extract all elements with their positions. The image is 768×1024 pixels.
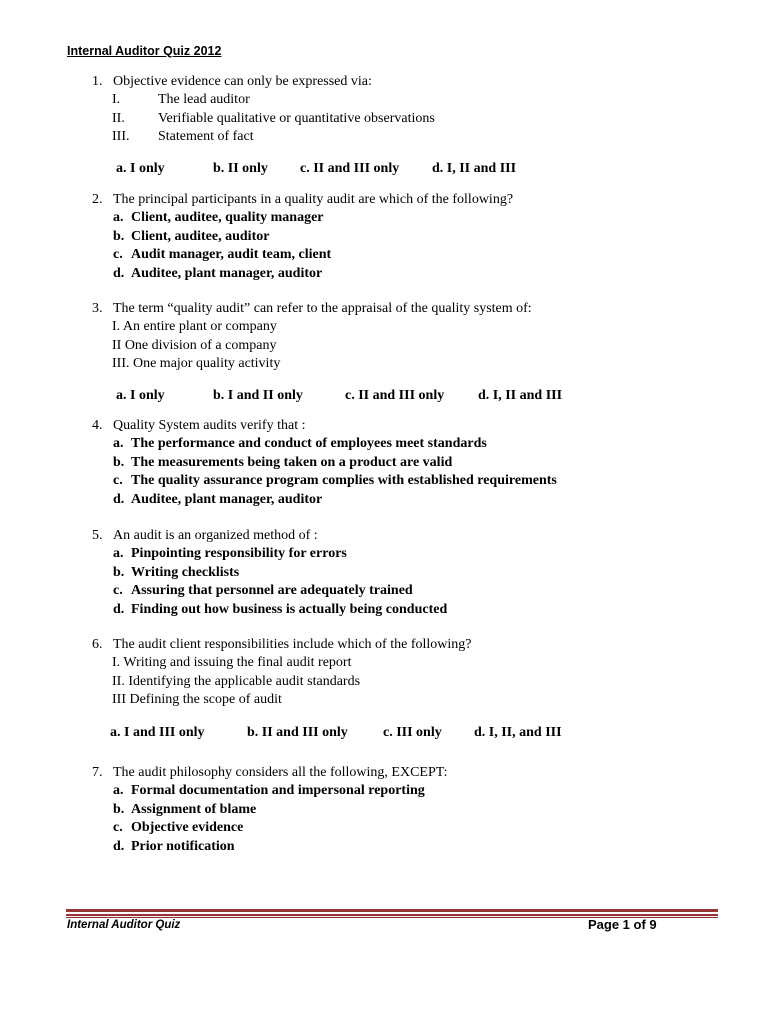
question-6	[92, 636, 732, 744]
answer-choices	[92, 724, 732, 744]
option-a: a. Pinpointing responsibility for errors	[113, 546, 347, 562]
question-3	[92, 300, 732, 407]
page-title: Internal Auditor Quiz 2012	[67, 44, 222, 58]
question-text: Objective evidence can only be expressed via:	[113, 74, 372, 89]
option-c: c. Assuring that personnel are adequately trained	[113, 583, 413, 599]
footer-rule	[66, 914, 718, 916]
question-2	[92, 191, 732, 283]
question-number: 7.	[92, 765, 103, 780]
question-text: The term “quality audit” can refer to the appraisal of the quality system of:	[113, 301, 532, 316]
option-c: c. Audit manager, audit team, client	[113, 247, 332, 263]
option-a: a. Client, auditee, quality manager	[113, 210, 324, 226]
question-1	[92, 73, 732, 180]
roman-item: III. One major quality activity	[112, 356, 281, 372]
answer-choice-b: b. I and II only	[213, 387, 303, 403]
roman-item: I. An entire plant or company	[112, 319, 277, 335]
option-list	[92, 545, 732, 619]
answer-choice-a: a. I only	[116, 160, 165, 176]
question-text: The audit philosophy considers all the following, EXCEPT:	[113, 765, 448, 780]
question-4	[92, 417, 732, 509]
question-5	[92, 527, 732, 619]
option-list	[92, 782, 732, 856]
question-number: 2.	[92, 192, 103, 207]
question-text: The audit client responsibilities include which of the following?	[113, 637, 472, 652]
answer-choices	[92, 387, 732, 407]
option-c: c. The quality assurance program complies with established requirements	[113, 473, 557, 489]
page-number: Page 1 of 9	[588, 917, 657, 932]
option-d: d. Finding out how business is actually being conducted	[113, 601, 448, 617]
roman-item: II. Verifiable qualitative or quantitative observations	[112, 110, 435, 126]
option-b: b. Assignment of blame	[113, 801, 257, 817]
question-number: 3.	[92, 301, 103, 316]
question-number: 6.	[92, 637, 103, 652]
answer-choice-d: d. I, II, and III	[474, 724, 562, 740]
option-d: d. Prior notification	[113, 838, 235, 854]
roman-item: III. Statement of fact	[112, 129, 254, 145]
option-c: c. Objective evidence	[113, 820, 244, 836]
option-d: d. Auditee, plant manager, auditor	[113, 265, 323, 281]
question-text: An audit is an organized method of :	[113, 528, 318, 543]
answer-choice-d: d. I, II and III	[432, 160, 517, 176]
answer-choice-b: b. II and III only	[247, 724, 348, 740]
footer-rule	[66, 909, 718, 912]
option-list	[92, 209, 732, 283]
roman-item: III Defining the scope of audit	[112, 692, 282, 708]
footer-title: Internal Auditor Quiz	[67, 919, 181, 931]
option-a: a. The performance and conduct of employees meet standards	[113, 436, 487, 452]
question-7	[92, 764, 732, 856]
answer-choice-a: a. I and III only	[110, 724, 205, 740]
roman-item: I. The lead auditor	[112, 92, 250, 108]
answer-choice-d: d. I, II and III	[478, 387, 563, 403]
roman-item: II. Identifying the applicable audit standards	[112, 673, 361, 689]
roman-item: I. Writing and issuing the final audit report	[112, 655, 352, 671]
option-b: b. The measurements being taken on a product are valid	[113, 454, 453, 470]
question-number: 4.	[92, 418, 103, 433]
answer-choices	[92, 160, 732, 180]
roman-item: II One division of a company	[112, 337, 277, 353]
question-number: 5.	[92, 528, 103, 543]
question-number: 1.	[92, 74, 103, 89]
answer-choice-b: b. II only	[213, 160, 268, 176]
option-b: b. Client, auditee, auditor	[113, 228, 270, 244]
answer-choice-a: a. I only	[116, 387, 165, 403]
answer-choice-c: c. II and III only	[345, 387, 445, 403]
question-text: The principal participants in a quality audit are which of the following?	[113, 192, 514, 207]
option-a: a. Formal documentation and impersonal reporting	[113, 783, 425, 799]
answer-choice-c: c. III only	[383, 724, 442, 740]
answer-choice-c: c. II and III only	[300, 160, 400, 176]
option-d: d. Auditee, plant manager, auditor	[113, 491, 323, 507]
option-list	[92, 435, 732, 509]
option-b: b. Writing checklists	[113, 564, 240, 580]
question-text: Quality System audits verify that :	[113, 418, 306, 433]
